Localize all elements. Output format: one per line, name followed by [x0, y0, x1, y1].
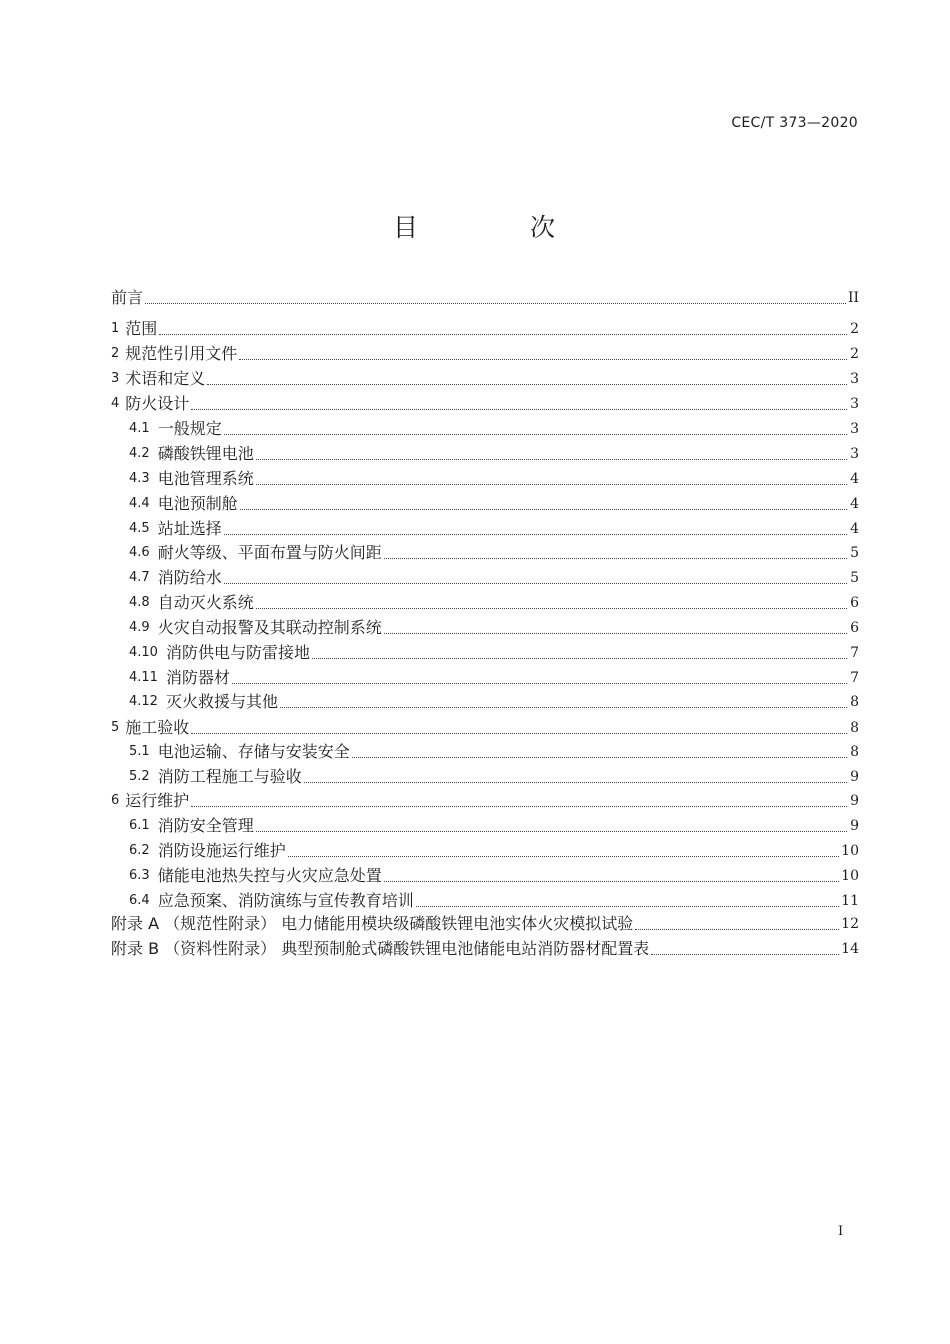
- toc-entry[interactable]: [111, 716, 859, 738]
- toc-entry[interactable]: [111, 392, 859, 414]
- toc-leader-dots: [312, 658, 847, 659]
- page-number: I: [838, 1224, 844, 1239]
- toc-entry-label: 术语和定义: [125, 369, 206, 388]
- toc-leader-dots: [416, 906, 839, 907]
- toc-entry-page: 3: [850, 371, 859, 387]
- toc-entry-page: 6: [850, 595, 859, 611]
- toc-entry-number: 4: [111, 396, 120, 411]
- toc-entry-number: 4.12: [129, 694, 158, 709]
- toc-leader-dots: [256, 459, 847, 460]
- toc-entry-page: 12: [841, 916, 859, 932]
- toc-entry-page: II: [847, 290, 859, 306]
- toc-leader-dots: [384, 633, 847, 634]
- toc-entry-page: 10: [841, 868, 859, 884]
- toc-entry[interactable]: [129, 814, 859, 836]
- toc-entry[interactable]: [129, 541, 859, 563]
- toc-entry-number: 6: [111, 793, 120, 808]
- toc-entry-label: 自动灭火系统: [157, 593, 254, 612]
- toc-entry[interactable]: [111, 912, 859, 934]
- toc-entry-label: 消防工程施工与验收: [157, 767, 302, 786]
- toc-leader-dots: [651, 954, 839, 955]
- toc-entry-number: 6.4: [129, 893, 150, 908]
- toc-entry-label: 电池预制舱: [157, 494, 238, 513]
- toc-entry-page: 9: [850, 818, 859, 834]
- toc-entry[interactable]: [129, 666, 859, 688]
- toc-entry-number: 1: [111, 321, 120, 336]
- toc-entry-label: 附录 B （资料性附录） 典型预制舱式磷酸铁锂电池储能电站消防器材配置表: [111, 939, 650, 958]
- toc-entry-label: 消防给水: [157, 568, 222, 587]
- toc-entry[interactable]: [129, 765, 859, 787]
- toc-entry[interactable]: [111, 937, 859, 959]
- toc-leader-dots: [384, 558, 847, 559]
- toc-entry-label: 运行维护: [125, 791, 190, 810]
- toc-entry[interactable]: [111, 286, 859, 308]
- toc-entry[interactable]: [129, 740, 859, 762]
- toc-leader-dots: [207, 384, 847, 385]
- toc-leader-dots: [256, 831, 847, 832]
- toc-entry-number: 4.6: [129, 545, 150, 560]
- toc-entry[interactable]: [129, 517, 859, 539]
- toc-entry-number: 6.3: [129, 868, 150, 883]
- toc-entry[interactable]: [129, 889, 859, 911]
- toc-entry-label: 磷酸铁锂电池: [157, 444, 254, 463]
- toc-entry-number: 6.2: [129, 843, 150, 858]
- toc-entry[interactable]: [111, 317, 859, 339]
- toc-entry-label: 前言: [111, 288, 144, 307]
- toc-entry-label: 灭火救援与其他: [165, 692, 278, 711]
- toc-entry-page: 8: [850, 744, 859, 760]
- toc-entry-page: 4: [850, 471, 859, 487]
- toc-entry[interactable]: [129, 591, 859, 613]
- toc-leader-dots: [159, 334, 847, 335]
- toc-entry-label: 应急预案、消防演练与宣传教育培训: [157, 891, 414, 910]
- toc-entry[interactable]: [111, 367, 859, 389]
- toc-entry-number: 5.2: [129, 769, 150, 784]
- toc-entry-number: 4.2: [129, 446, 150, 461]
- toc-entry[interactable]: [129, 442, 859, 464]
- toc-entry-number: 4.8: [129, 595, 150, 610]
- toc-entry[interactable]: [111, 789, 859, 811]
- toc-entry-number: 4.10: [129, 645, 158, 660]
- toc-leader-dots: [240, 509, 847, 510]
- toc-leader-dots: [288, 856, 839, 857]
- toc-entry-page: 14: [841, 941, 859, 957]
- toc-entry-label: 一般规定: [157, 419, 222, 438]
- toc-entry-label: 防火设计: [125, 394, 190, 413]
- toc-entry-label: 消防供电与防雷接地: [165, 643, 310, 662]
- toc-entry[interactable]: [129, 467, 859, 489]
- toc-entry-number: 2: [111, 346, 120, 361]
- toc-entry-page: 5: [850, 545, 859, 561]
- toc-entry-label: 火灾自动报警及其联动控制系统: [157, 618, 382, 637]
- toc-leader-dots: [224, 534, 847, 535]
- toc-entry[interactable]: [129, 690, 859, 712]
- toc-leader-dots: [224, 434, 847, 435]
- toc-entry-number: 4.3: [129, 471, 150, 486]
- toc-entry[interactable]: [111, 342, 859, 364]
- toc-entry-label: 储能电池热失控与火灾应急处置: [157, 866, 382, 885]
- toc-entry-label: 电池管理系统: [157, 469, 254, 488]
- toc-entry-label: 站址选择: [157, 519, 222, 538]
- toc-leader-dots: [191, 806, 847, 807]
- toc-entry-number: 6.1: [129, 818, 150, 833]
- toc-leader-dots: [280, 707, 847, 708]
- toc-leader-dots: [191, 733, 847, 734]
- toc-leader-dots: [256, 484, 847, 485]
- document-code: CEC/T 373—2020: [731, 115, 858, 131]
- toc-entry-page: 2: [850, 321, 859, 337]
- toc-entry-label: 消防设施运行维护: [157, 841, 286, 860]
- toc-leader-dots: [239, 359, 847, 360]
- toc-leader-dots: [224, 583, 847, 584]
- toc-entry[interactable]: [129, 492, 859, 514]
- toc-entry[interactable]: [129, 616, 859, 638]
- toc-entry-number: 4.4: [129, 496, 150, 511]
- toc-entry-number: 4.9: [129, 620, 150, 635]
- toc-entry-page: 10: [841, 843, 859, 859]
- toc-leader-dots: [352, 757, 847, 758]
- toc-entry-page: 3: [850, 396, 859, 412]
- toc-entry-label: 消防安全管理: [157, 816, 254, 835]
- toc-leader-dots: [145, 303, 846, 304]
- toc-entry-label: 规范性引用文件: [125, 344, 238, 363]
- toc-entry-page: 5: [850, 570, 859, 586]
- toc-entry-label: 附录 A （规范性附录） 电力储能用模块级磷酸铁锂电池实体火灾模拟试验: [111, 914, 634, 933]
- toc-entry-page: 6: [850, 620, 859, 636]
- toc-entry-page: 8: [850, 694, 859, 710]
- toc-leader-dots: [635, 929, 839, 930]
- toc-entry-page: 4: [850, 496, 859, 512]
- toc-entry[interactable]: [129, 839, 859, 861]
- toc-entry-number: 5.1: [129, 744, 150, 759]
- toc-leader-dots: [256, 608, 847, 609]
- toc-entry-number: 4.7: [129, 570, 150, 585]
- toc-entry-page: 3: [850, 421, 859, 437]
- toc-entry[interactable]: [129, 641, 859, 663]
- toc-entry-number: 4.5: [129, 521, 150, 536]
- toc-leader-dots: [232, 683, 847, 684]
- toc-entry-label: 消防器材: [165, 668, 230, 687]
- toc-entry-page: 11: [841, 893, 859, 909]
- toc-entry-page: 9: [850, 769, 859, 785]
- toc-entry-label: 电池运输、存储与安装安全: [157, 742, 350, 761]
- toc-entry-number: 4.11: [129, 670, 158, 685]
- toc-entry-label: 耐火等级、平面布置与防火间距: [157, 543, 382, 562]
- toc-entry[interactable]: [129, 417, 859, 439]
- toc-entry[interactable]: [129, 864, 859, 886]
- page-title: 目 次: [393, 213, 607, 242]
- toc-entry-number: 3: [111, 371, 120, 386]
- toc-entry-page: 7: [850, 645, 859, 661]
- toc-entry-number: 5: [111, 720, 120, 735]
- toc-entry-page: 2: [850, 346, 859, 362]
- toc-entry-page: 8: [850, 720, 859, 736]
- toc-leader-dots: [384, 881, 839, 882]
- toc-entry-page: 3: [850, 446, 859, 462]
- toc-entry-page: 9: [850, 793, 859, 809]
- toc-entry-label: 施工验收: [125, 718, 190, 737]
- toc-entry-number: 4.1: [129, 421, 150, 436]
- toc-entry-label: 范围: [125, 319, 158, 338]
- toc-leader-dots: [304, 782, 847, 783]
- toc-leader-dots: [191, 409, 847, 410]
- toc-entry-page: 4: [850, 521, 859, 537]
- toc-entry[interactable]: [129, 566, 859, 588]
- toc-entry-page: 7: [850, 670, 859, 686]
